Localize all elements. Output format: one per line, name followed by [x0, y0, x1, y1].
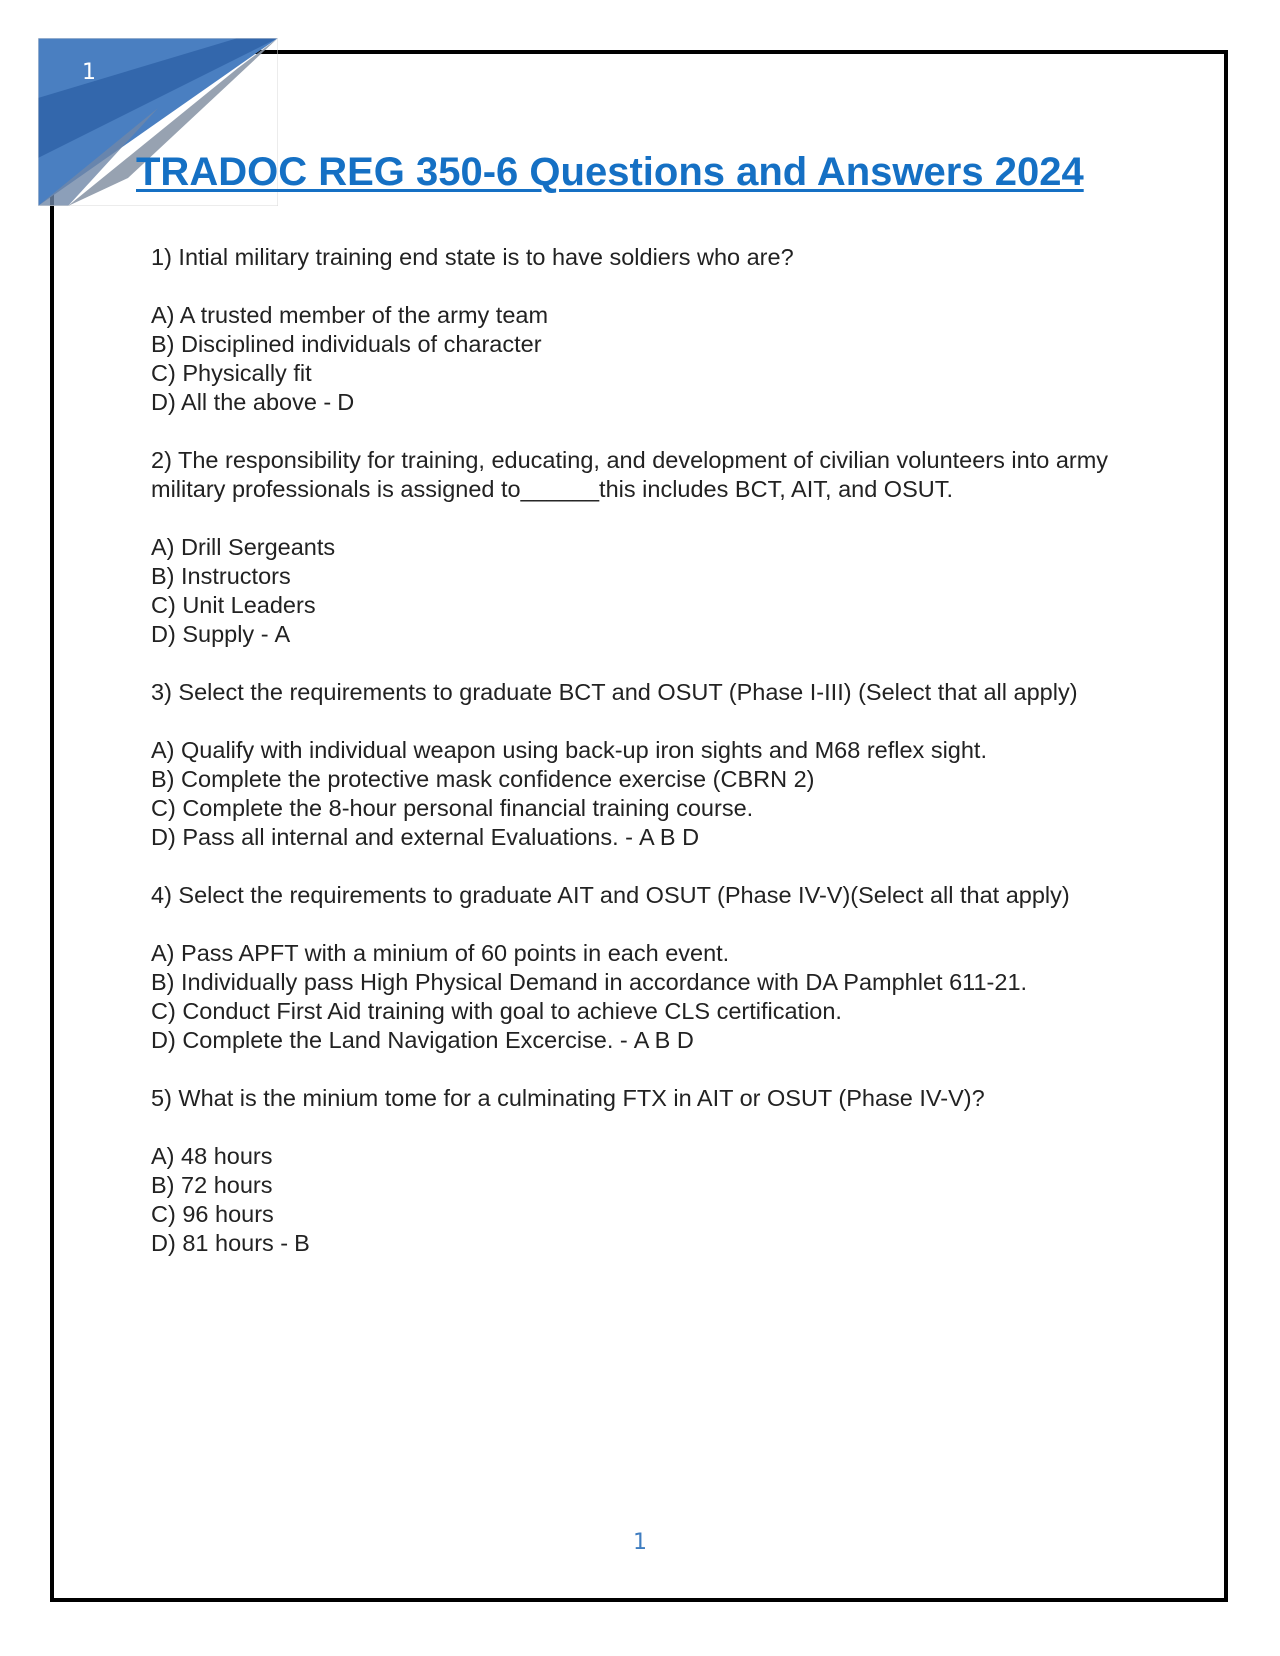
option-a: A) Drill Sergeants: [151, 534, 336, 560]
option-list: [151, 533, 1131, 649]
option-a: A) Pass APFT with a minium of 60 points in each event.: [151, 940, 730, 966]
option-d: [151, 388, 1131, 417]
option-d-text: D) Complete the Land Navigation Excercise. -: [151, 1027, 628, 1053]
question-1: [151, 243, 1131, 417]
option-d-text: D) 81 hours -: [151, 1230, 289, 1256]
option-c: C) Complete the 8-hour personal financial training course.: [151, 795, 754, 821]
option-c: C) 96 hours: [151, 1201, 274, 1227]
option-list: [151, 736, 1131, 852]
answer-key: B: [294, 1230, 310, 1256]
footer-page-number: 1: [633, 1530, 647, 1555]
option-d: [151, 823, 1131, 852]
question-prompt: 2) The responsibility for training, educating, and development of civilian volunteers into army military professionals is assigned to______this includes BCT, AIT, and OSUT.: [151, 447, 1109, 502]
option-d-text: D) Supply -: [151, 621, 269, 647]
option-d: [151, 620, 1131, 649]
option-b: B) Complete the protective mask confidence exercise (CBRN 2): [151, 766, 815, 792]
option-a: A) 48 hours: [151, 1143, 273, 1169]
option-list: [151, 301, 1131, 417]
option-d: [151, 1026, 1131, 1055]
answer-key: A: [274, 621, 291, 647]
question-list: [151, 243, 1131, 1287]
answer-key: A B D: [639, 824, 700, 850]
question-prompt: 4) Select the requirements to graduate AIT and OSUT (Phase IV-V)(Select all that apply): [151, 882, 1070, 908]
question-prompt: 5) What is the minium tome for a culminating FTX in AIT or OSUT (Phase IV-V)?: [151, 1085, 985, 1111]
option-b: B) Instructors: [151, 563, 291, 589]
question-prompt: 1) Intial military training end state is to have soldiers who are?: [151, 244, 794, 270]
option-b: B) Disciplined individuals of character: [151, 331, 542, 357]
option-d: [151, 1229, 1131, 1258]
answer-key: A B D: [633, 1027, 694, 1053]
question-5: [151, 1084, 1131, 1258]
option-a: A) A trusted member of the army team: [151, 302, 549, 328]
document-title: TRADOC REG 350-6 Questions and Answers 2024: [136, 150, 1084, 194]
option-c: C) Physically fit: [151, 360, 312, 386]
option-a: A) Qualify with individual weapon using back-up iron sights and M68 reflex sight.: [151, 737, 987, 763]
answer-key: D: [337, 389, 355, 415]
question-prompt: 3) Select the requirements to graduate BCT and OSUT (Phase I-III) (Select that all apply): [151, 679, 1078, 705]
option-c: C) Conduct First Aid training with goal to achieve CLS certification.: [151, 998, 842, 1024]
option-b: B) Individually pass High Physical Demand in accordance with DA Pamphlet 611-21.: [151, 969, 1028, 995]
option-d-text: D) All the above -: [151, 389, 332, 415]
option-d-text: D) Pass all internal and external Evaluations. -: [151, 824, 633, 850]
option-b: B) 72 hours: [151, 1172, 273, 1198]
corner-page-number: 1: [82, 60, 96, 85]
option-list: [151, 1142, 1131, 1258]
option-list: [151, 939, 1131, 1055]
option-c: C) Unit Leaders: [151, 592, 316, 618]
question-2: [151, 446, 1131, 649]
question-4: [151, 881, 1131, 1055]
question-3: [151, 678, 1131, 852]
